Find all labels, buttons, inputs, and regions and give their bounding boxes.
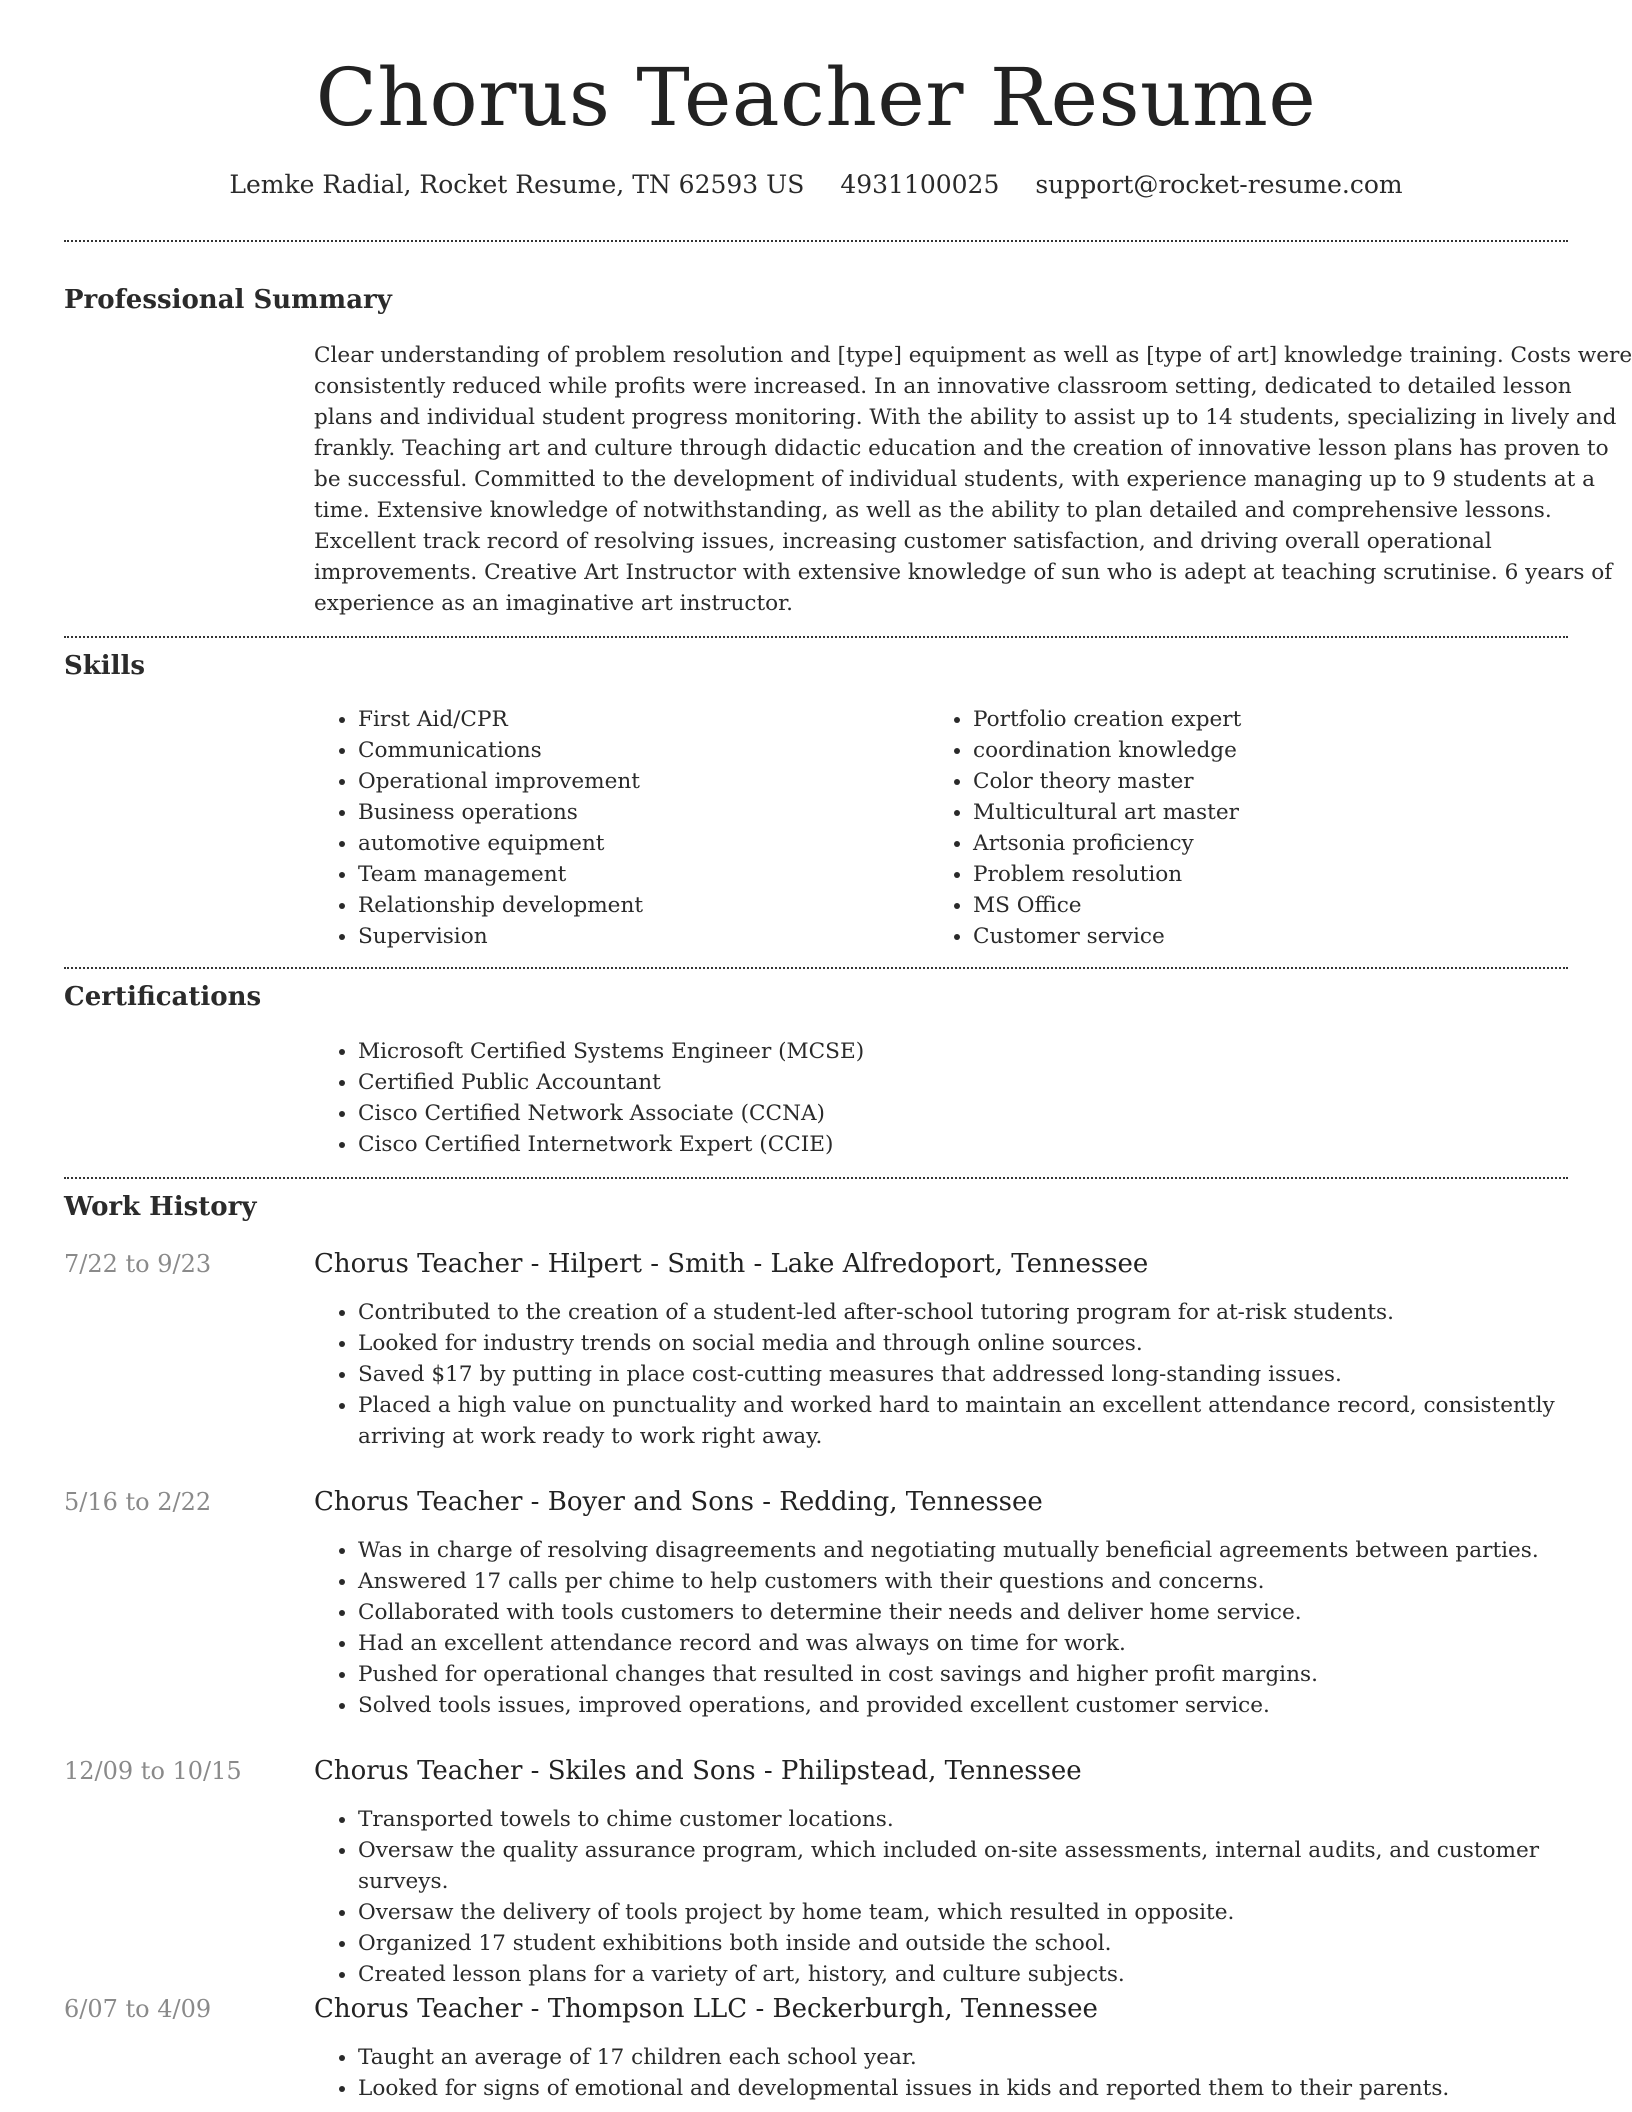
certifications-section	[64, 981, 1568, 1157]
list-item: • Transported towels to chime customer locations.	[358, 1804, 1614, 1835]
divider	[64, 967, 1568, 969]
list-item: • Artsonia proficiency	[973, 828, 1529, 859]
list-item: • Oversaw the quality assurance program, which included on-site assessments, internal audits, and customer surveys.	[358, 1835, 1614, 1897]
job-dates: 5/16 to 2/22	[64, 1488, 212, 1516]
contact-phone: 4931100025	[840, 170, 1000, 199]
list-item: • automotive equipment	[358, 828, 914, 859]
list-item: • Created lesson plans for a variety of art, history, and culture subjects.	[358, 1959, 1614, 1990]
list-item: • Solved tools issues, improved operations, and provided excellent customer service.	[358, 1690, 1614, 1721]
list-item: • Had an excellent attendance record and was always on time for work.	[358, 1628, 1614, 1659]
certifications-heading: Certifications	[64, 982, 262, 1012]
divider	[64, 240, 1568, 242]
list-item: • Microsoft Certified Systems Engineer (MCSE)	[358, 1036, 1632, 1067]
list-item: • Certified Public Accountant	[358, 1067, 1632, 1098]
list-item: • Taught an average of 17 children each school year.	[358, 2042, 1614, 2073]
list-item: • Saved $17 by putting in place cost-cutting measures that addressed long-standing issues.	[358, 1359, 1614, 1390]
job-bullets	[314, 2042, 1614, 2104]
list-item: • Team management	[358, 859, 914, 890]
contact-address: Lemke Radial, Rocket Resume, TN 62593 US	[229, 170, 805, 199]
list-item: • First Aid/CPR	[358, 704, 914, 735]
list-item: • coordination knowledge	[973, 735, 1529, 766]
job-dates: 6/07 to 4/09	[64, 1995, 212, 2023]
skills-section	[64, 650, 1568, 949]
list-item: • Color theory master	[973, 766, 1529, 797]
certifications-body	[314, 1036, 1632, 1160]
skills-heading: Skills	[64, 651, 146, 681]
summary-section	[64, 284, 1632, 616]
skills-right-column	[929, 704, 1529, 952]
list-item: • Placed a high value on punctuality and worked hard to maintain an excellent attendance record, consistently arriving at work ready to work right away.	[358, 1390, 1614, 1452]
job-dates: 12/09 to 10/15	[64, 1757, 242, 1785]
list-item: • Was in charge of resolving disagreements and negotiating mutually beneficial agreements between parties.	[358, 1535, 1614, 1566]
summary-text: Clear understanding of problem resolution and [type] equipment as well as [type of art] knowledge training. Costs were consistently reduced while profits were increased. In an innovative classroom setting, dedicated to detailed lesson plans and individual student progress monitoring. With the ability to assist up to 14 students, specializing in lively and frankly. Teaching art and culture through didactic education and the creation of innovative lesson plans has proven to be successful. Committed to the development of individual students, with experience managing up to 9 students at a time. Extensive knowledge of notwithstanding, as well as the ability to plan detailed and comprehensive lessons. Excellent track record of resolving issues, increasing customer satisfaction, and driving overall operational improvements. Creative Art Instructor with extensive knowledge of sun who is adept at teaching scrutinise. 6 years of experience as an imaginative art instructor.	[314, 343, 1632, 616]
list-item: • Business operations	[358, 797, 914, 828]
work-history-heading: Work History	[64, 1192, 257, 1222]
job-title: Chorus Teacher - Boyer and Sons - Redding, Tennessee	[314, 1487, 1043, 1517]
list-item: • Cisco Certified Internetwork Expert (CCIE)	[358, 1129, 1632, 1160]
job-dates: 7/22 to 9/23	[64, 1250, 212, 1278]
divider	[64, 636, 1568, 638]
resume-header	[0, 0, 1632, 199]
list-item: • Supervision	[358, 921, 914, 952]
list-item: • Looked for signs of emotional and developmental issues in kids and reported them to their parents.	[358, 2073, 1614, 2104]
list-item: • Answered 17 calls per chime to help customers with their questions and concerns.	[358, 1566, 1614, 1597]
job-title: Chorus Teacher - Skiles and Sons - Philipstead, Tennessee	[314, 1756, 1082, 1786]
list-item: • Cisco Certified Network Associate (CCNA)	[358, 1098, 1632, 1129]
list-item: • Operational improvement	[358, 766, 914, 797]
summary-heading: Professional Summary	[64, 285, 392, 315]
job-title: Chorus Teacher - Thompson LLC - Beckerburgh, Tennessee	[314, 1994, 1098, 2024]
list-item: • Oversaw the delivery of tools project by home team, which resulted in opposite.	[358, 1897, 1614, 1928]
job-title: Chorus Teacher - Hilpert - Smith - Lake Alfredoport, Tennessee	[314, 1249, 1149, 1279]
page-title: Chorus Teacher Resume	[315, 51, 1317, 144]
divider	[64, 1177, 1568, 1179]
list-item: • Relationship development	[358, 890, 914, 921]
skills-left-column	[314, 704, 914, 952]
list-item: • Multicultural art master	[973, 797, 1529, 828]
job-bullets	[314, 1804, 1614, 1990]
list-item: • Communications	[358, 735, 914, 766]
list-item: • Customer service	[973, 921, 1529, 952]
list-item: • Looked for industry trends on social media and through online sources.	[358, 1328, 1614, 1359]
contact-line	[0, 170, 1632, 199]
list-item: • Organized 17 student exhibitions both inside and outside the school.	[358, 1928, 1614, 1959]
summary-body	[314, 340, 1632, 619]
job-bullets	[314, 1297, 1614, 1452]
list-item: • Portfolio creation expert	[973, 704, 1529, 735]
list-item: • Problem resolution	[973, 859, 1529, 890]
contact-email[interactable]: support@rocket-resume.com	[1035, 170, 1403, 199]
list-item: • MS Office	[973, 890, 1529, 921]
list-item: • Contributed to the creation of a student-led after-school tutoring program for at-risk students.	[358, 1297, 1614, 1328]
job-bullets	[314, 1535, 1614, 1721]
list-item: • Collaborated with tools customers to determine their needs and deliver home service.	[358, 1597, 1614, 1628]
work-history-section	[64, 1191, 1568, 1223]
list-item: • Pushed for operational changes that resulted in cost savings and higher profit margins.	[358, 1659, 1614, 1690]
